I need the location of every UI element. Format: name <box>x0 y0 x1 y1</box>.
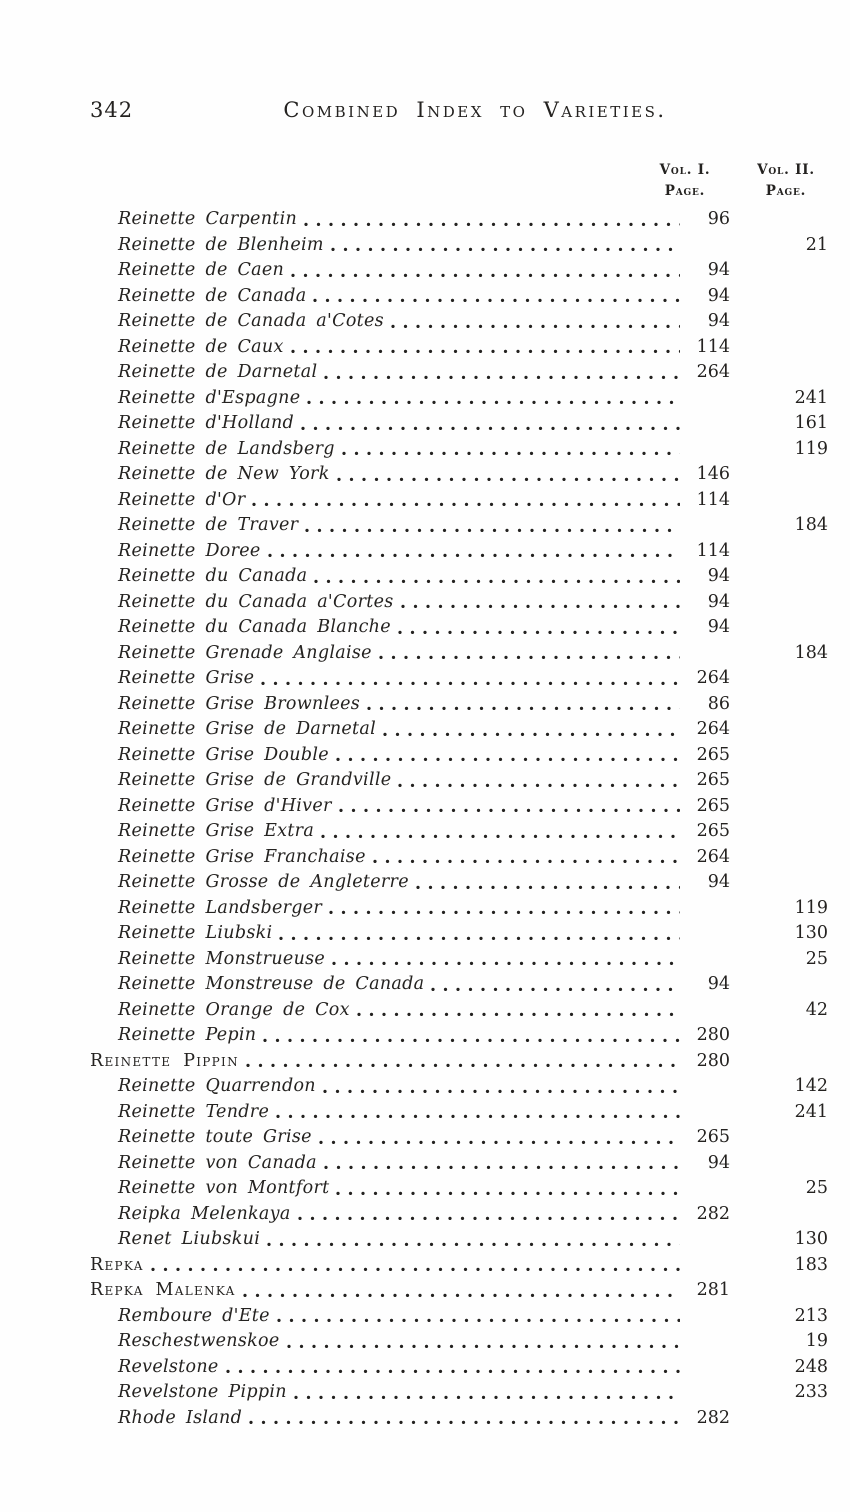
vol2-page-value: 25 <box>805 948 828 969</box>
dot-leader <box>267 1242 680 1247</box>
dot-leader <box>332 961 680 966</box>
variety-name: Repka Malenka <box>90 1280 236 1300</box>
variety-name: Reinette Grise Double <box>118 744 329 765</box>
index-entry-row <box>90 1151 830 1177</box>
vol1-page-value: 281 <box>696 1280 730 1300</box>
variety-name: Reinette Grosse de Angleterre <box>118 872 409 892</box>
index-entry-row <box>90 666 830 692</box>
vol2-header-volume-label: Vol. II. <box>757 162 815 178</box>
index-entry-row <box>90 437 830 463</box>
variety-name: Reinette Monstreuse de Canada <box>118 974 425 994</box>
vol1-page-value: 114 <box>696 489 730 510</box>
vol1-page-value: 282 <box>696 1203 730 1224</box>
dot-leader <box>398 783 680 788</box>
index-entry-row <box>90 335 830 361</box>
index-entry-row <box>90 1304 830 1330</box>
dot-leader <box>279 936 680 941</box>
vol1-page-value: 94 <box>707 260 730 280</box>
vol1-page-value: 146 <box>696 464 730 484</box>
vol1-header-volume-label: Vol. I. <box>659 162 711 178</box>
dot-leader <box>336 757 680 762</box>
variety-name: Reinette Pepin <box>118 1025 257 1045</box>
vol1-page-value: 265 <box>696 821 730 841</box>
dot-leader <box>249 1420 680 1425</box>
page-title: Combined Index to Varieties. <box>283 98 667 122</box>
vol2-page-value: 130 <box>794 923 828 943</box>
variety-name: Reinette du Canada a'Cortes <box>118 591 394 612</box>
dot-leader <box>379 655 680 660</box>
index-entry-row <box>90 1100 830 1126</box>
index-entry-row <box>90 1355 830 1381</box>
variety-name: Reinette Grenade Anglaise <box>118 642 372 663</box>
variety-name: Rhode Island <box>118 1407 243 1428</box>
dot-leader <box>401 604 680 609</box>
vol1-page-value: 94 <box>707 591 730 612</box>
vol2-page-value: 184 <box>794 642 828 663</box>
vol1-page-value: 94 <box>707 1152 730 1173</box>
index-entry-row <box>90 1227 830 1253</box>
index-entry-row <box>90 615 830 641</box>
variety-name: Remboure d'Ete <box>118 1305 270 1326</box>
dot-leader <box>342 451 680 456</box>
index-entry-row <box>90 1406 830 1432</box>
dot-leader <box>291 273 680 278</box>
vol1-page-value: 264 <box>696 846 730 867</box>
index-entry-row <box>90 411 830 437</box>
index-entry-row <box>90 1125 830 1151</box>
vol1-page-value: 280 <box>696 1050 730 1071</box>
dot-leader <box>336 1191 680 1196</box>
vol2-column-header <box>748 160 824 202</box>
variety-name: Reinette de Canada <box>118 285 307 306</box>
variety-name: Reinette de Traver <box>118 515 299 535</box>
dot-leader <box>431 987 680 992</box>
variety-name: Reinette de Darnetal <box>118 362 318 382</box>
vol2-page-value: 233 <box>794 1382 828 1402</box>
dot-leader <box>263 1038 680 1043</box>
vol1-page-value: 96 <box>707 209 730 229</box>
dot-leader <box>367 706 680 711</box>
index-entry-row <box>90 564 830 590</box>
dot-leader <box>294 1395 680 1400</box>
vol1-page-value: 86 <box>707 693 730 714</box>
dot-leader <box>331 247 680 252</box>
variety-name: Reinette Landsberger <box>118 897 323 918</box>
index-entry-row <box>90 998 830 1024</box>
variety-name: Reinette Grise d'Hiver <box>118 795 332 816</box>
index-entry-row <box>90 641 830 667</box>
dot-leader <box>416 885 680 890</box>
dot-leader <box>323 1089 680 1094</box>
index-entry-row <box>90 462 830 488</box>
variety-name: Reinette du Canada Blanche <box>118 617 391 637</box>
index-entry-row <box>90 1329 830 1355</box>
book-page <box>90 98 830 1431</box>
variety-name: Reinette d'Holland <box>118 413 295 433</box>
index-entry-row <box>90 870 830 896</box>
index-entry-row <box>90 539 830 565</box>
index-entry-row <box>90 743 830 769</box>
vol2-page-value: 213 <box>794 1305 828 1326</box>
vol1-page-value: 114 <box>696 540 730 561</box>
variety-name: Reinette de Canada a'Cotes <box>118 311 384 331</box>
index-entry-row <box>90 819 830 845</box>
vol1-page-value: 265 <box>696 744 730 765</box>
dot-leader <box>383 732 680 737</box>
index-entry-row <box>90 947 830 973</box>
vol2-page-value: 25 <box>805 1178 828 1198</box>
vol1-page-value: 280 <box>696 1025 730 1045</box>
variety-name: Reinette von Canada <box>118 1152 317 1173</box>
index-entry-row <box>90 386 830 412</box>
dot-leader <box>305 528 680 533</box>
dot-leader <box>226 1369 680 1374</box>
vol1-page-value: 282 <box>696 1407 730 1428</box>
index-entry-row <box>90 1074 830 1100</box>
index-entry-row <box>90 309 830 335</box>
vol1-page-value: 265 <box>696 1127 730 1147</box>
variety-name: Reinette Doree <box>118 540 261 561</box>
index-entry-row <box>90 1253 830 1279</box>
variety-name: Reinette de Blenheim <box>118 234 324 255</box>
index-entry-row <box>90 590 830 616</box>
vol2-page-value: 42 <box>805 999 828 1020</box>
index-entry-row <box>90 1202 830 1228</box>
dot-leader <box>314 579 680 584</box>
variety-name: Revelstone <box>118 1356 219 1377</box>
index-entry-row <box>90 896 830 922</box>
vol1-page-value: 264 <box>696 362 730 382</box>
dot-leader <box>246 1063 680 1068</box>
index-entry-row <box>90 1176 830 1202</box>
variety-name: Reinette Grise Brownlees <box>118 693 361 714</box>
dot-leader <box>337 477 680 482</box>
dot-leader <box>301 426 680 431</box>
variety-name: Reipka Melenkaya <box>118 1203 291 1224</box>
variety-name: Reinette Carpentin <box>118 209 298 229</box>
column-headers <box>90 160 830 202</box>
variety-name: Reinette Pippin <box>90 1050 239 1071</box>
index-entry-row <box>90 692 830 718</box>
vol2-page-value: 241 <box>794 1101 828 1122</box>
variety-name: Reinette Grise Franchaise <box>118 846 366 867</box>
dot-leader <box>329 910 680 915</box>
vol2-page-value: 248 <box>794 1356 828 1377</box>
dot-leader <box>357 1012 680 1017</box>
vol1-page-value: 94 <box>707 974 730 994</box>
variety-name: Reschestwenskoe <box>118 1331 280 1351</box>
variety-name: Reinette von Montfort <box>118 1178 330 1198</box>
vol2-page-value: 130 <box>794 1229 828 1249</box>
index-entry-row <box>90 207 830 233</box>
dot-leader <box>268 553 680 558</box>
index-entry-row <box>90 360 830 386</box>
variety-name: Reinette Grise <box>118 668 255 688</box>
vol1-page-value: 94 <box>707 566 730 586</box>
vol1-page-value: 265 <box>696 795 730 816</box>
vol2-page-value: 184 <box>794 515 828 535</box>
index-entry-row <box>90 972 830 998</box>
variety-name: Reinette de Caux <box>118 336 284 357</box>
index-entry-row <box>90 284 830 310</box>
variety-name: Revelstone Pippin <box>118 1382 287 1402</box>
index-entry-row <box>90 233 830 259</box>
variety-name: Reinette Grise de Darnetal <box>118 719 377 739</box>
vol1-page-value: 114 <box>696 336 730 357</box>
vol2-page-value: 183 <box>794 1254 828 1275</box>
index-entry-row <box>90 1023 830 1049</box>
vol2-header-page-label: Page. <box>765 183 807 199</box>
variety-name: Reinette du Canada <box>118 566 308 586</box>
variety-name: Reinette d'Espagne <box>118 387 301 408</box>
vol1-page-value: 94 <box>707 311 730 331</box>
vol2-page-value: 119 <box>794 438 828 459</box>
vol1-header-page-label: Page. <box>664 183 706 199</box>
index-entry-row <box>90 794 830 820</box>
vol1-page-value: 94 <box>707 617 730 637</box>
dot-leader <box>243 1293 680 1298</box>
dot-leader <box>324 1165 680 1170</box>
variety-name: Renet Liubskui <box>118 1229 261 1249</box>
dot-leader <box>391 324 680 329</box>
index-entry-row <box>90 513 830 539</box>
index-entry-row <box>90 717 830 743</box>
dot-leader <box>287 1344 680 1349</box>
variety-name: Reinette Tendre <box>118 1101 270 1122</box>
vol1-page-value: 94 <box>707 285 730 306</box>
variety-name: Reinette d'Or <box>118 489 246 510</box>
variety-name: Reinette de Landsberg <box>118 438 335 459</box>
index-entry-row <box>90 1049 830 1075</box>
dot-leader <box>298 1216 680 1221</box>
vol1-page-value: 264 <box>696 719 730 739</box>
index-entry-row <box>90 1278 830 1304</box>
vol2-page-value: 241 <box>794 387 828 408</box>
dot-leader <box>321 834 680 839</box>
index-entry-row <box>90 488 830 514</box>
index-list <box>90 207 830 1431</box>
dot-leader <box>261 681 680 686</box>
vol1-page-value: 264 <box>696 668 730 688</box>
dot-leader <box>373 859 680 864</box>
variety-name: Reinette Grise Extra <box>118 821 315 841</box>
index-entry-row <box>90 845 830 871</box>
index-entry-row <box>90 258 830 284</box>
dot-leader <box>339 808 680 813</box>
vol2-page-value: 142 <box>794 1076 828 1096</box>
page-header <box>90 98 830 128</box>
index-entry-row <box>90 1380 830 1406</box>
dot-leader <box>324 375 680 380</box>
vol1-page-value: 94 <box>707 872 730 892</box>
dot-leader <box>313 298 680 303</box>
dot-leader <box>252 502 680 507</box>
dot-leader <box>291 349 680 354</box>
vol2-page-value: 21 <box>805 234 828 255</box>
variety-name: Reinette Liubski <box>118 923 273 943</box>
dot-leader <box>307 400 680 405</box>
dot-leader <box>319 1140 680 1145</box>
index-entry-row <box>90 768 830 794</box>
variety-name: Repka <box>90 1254 144 1275</box>
variety-name: Reinette Quarrendon <box>118 1076 316 1096</box>
vol1-page-value: 265 <box>696 770 730 790</box>
dot-leader <box>276 1114 680 1119</box>
variety-name: Reinette toute Grise <box>118 1127 312 1147</box>
vol2-page-value: 119 <box>794 897 828 918</box>
dot-leader <box>304 222 680 227</box>
dot-leader <box>151 1267 680 1272</box>
variety-name: Reinette Orange de Cox <box>118 999 350 1020</box>
page-number: 342 <box>90 98 134 122</box>
variety-name: Reinette Grise de Grandville <box>118 770 392 790</box>
variety-name: Reinette Monstrueuse <box>118 948 326 969</box>
vol2-page-value: 161 <box>794 413 828 433</box>
vol2-page-value: 19 <box>805 1331 828 1351</box>
variety-name: Reinette de New York <box>118 464 330 484</box>
dot-leader <box>398 630 680 635</box>
index-entry-row <box>90 921 830 947</box>
variety-name: Reinette de Caen <box>118 260 285 280</box>
dot-leader <box>277 1318 680 1323</box>
vol1-column-header <box>652 160 718 202</box>
